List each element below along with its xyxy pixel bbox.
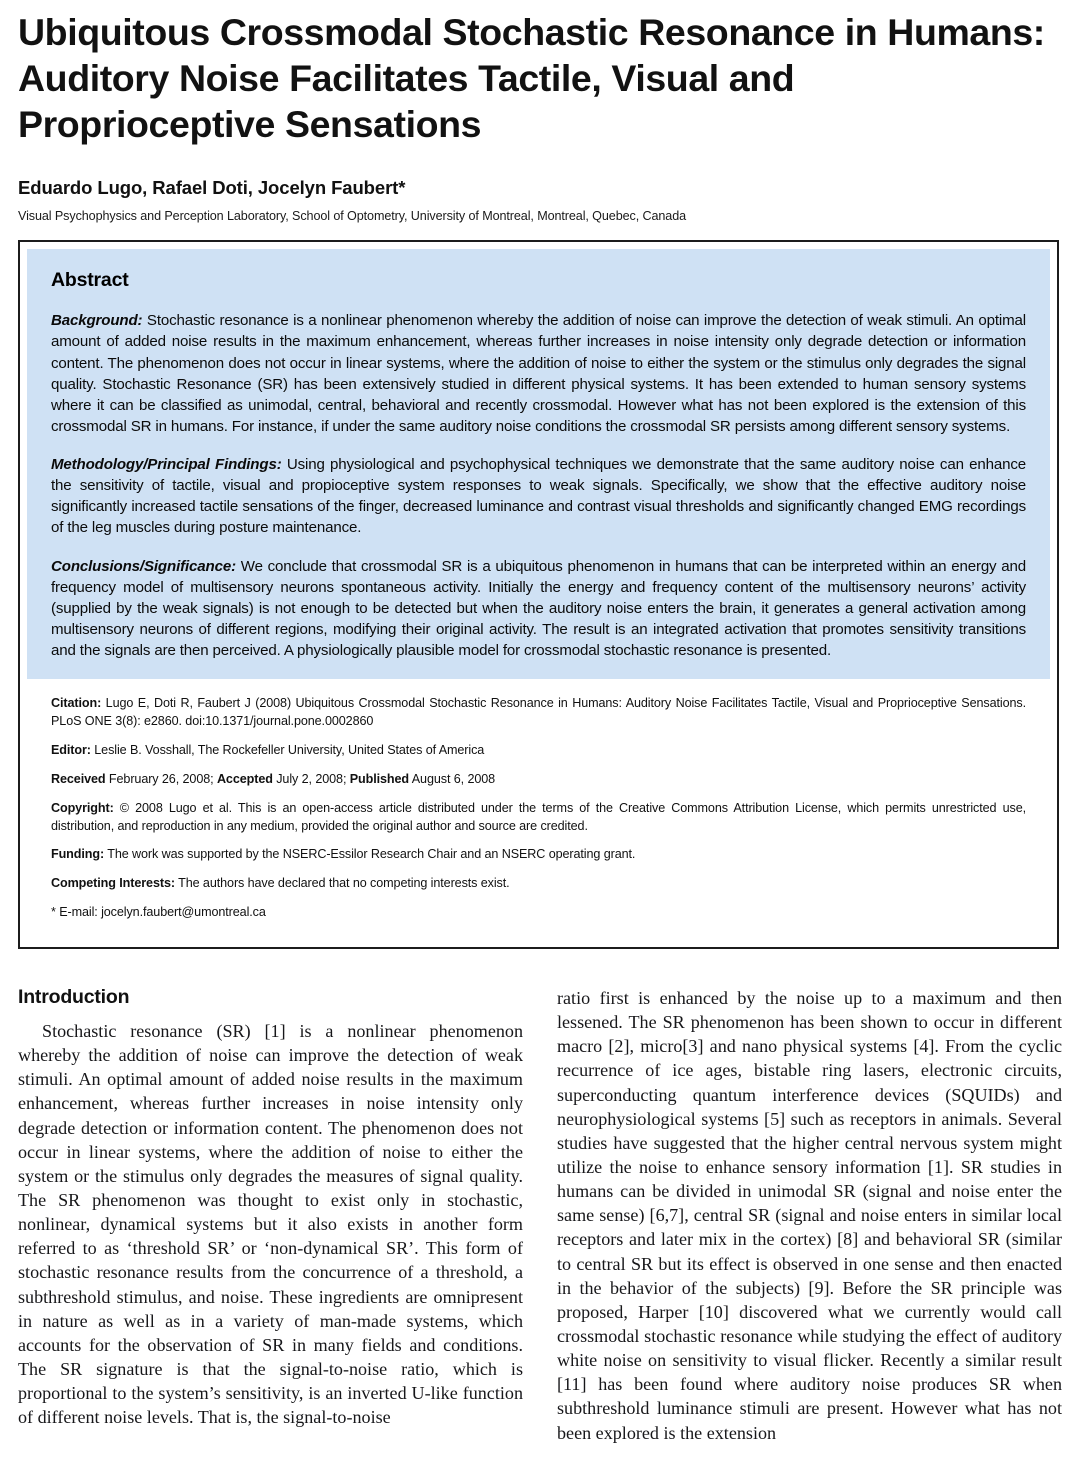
affiliation-text: Visual Psychophysics and Perception Laboratory, School of Optometry, University of Montreal, Montreal, Quebec, Canada	[18, 209, 687, 224]
received-date: February 26, 2008;	[105, 771, 217, 786]
received-label: Received	[51, 771, 106, 786]
dates-line	[51, 771, 1026, 789]
abstract-box	[18, 240, 1059, 949]
author-list: Eduardo Lugo, Rafael Doti, Jocelyn Faubert*	[18, 177, 406, 199]
funding-line	[51, 846, 1026, 864]
introduction-heading: Introduction	[18, 986, 130, 1008]
funding-label: Funding:	[51, 847, 105, 862]
funding-text: The work was supported by the NSERC-Essilor Research Chair and an NSERC operating grant.	[104, 847, 636, 862]
abstract-paragraph-background	[51, 310, 1026, 437]
published-label: Published	[349, 771, 410, 786]
editor-label: Editor:	[51, 742, 91, 757]
right-column	[557, 986, 1062, 1445]
editor-line	[51, 742, 1026, 760]
introduction-paragraph-left: Stochastic resonance (SR) [1] is a nonlinear phenomenon whereby the addition of noise can improve the detection of weak stimuli. An optimal amount of added noise results in the maximum enhancement, whereas further increases in noise intensity only degrade detection or information content. The phenomenon does not occur in linear systems, where the addition of noise to either the system or the stimulus only degrades the measures of signal quality. The SR phenomenon was thought to exist only in stochastic, nonlinear, dynamical systems but it also exists in another form referred to as ‘threshold SR’ or ‘non-dynamical SR’. This form of stochastic resonance results from the concurrence of a threshold, a subthreshold stimulus, and noise. These ingredients are omnipresent in nature as well as in a variety of man-made systems, which accounts for the observation of SR in many fields and conditions. The SR signature is that the signal-to-noise ratio, which is proportional to the system’s sensitivity, is an inverted U-like function of different noise levels. That is, the signal-to-noise	[18, 1021, 523, 1428]
citation-line	[51, 695, 1026, 731]
abstract-heading: Abstract	[51, 269, 129, 292]
abstract-lead-methodology: Methodology/Principal Findings:	[51, 456, 282, 473]
corresponding-email-line: * E-mail: jocelyn.faubert@umontreal.ca	[51, 905, 266, 920]
abstract-lead-conclusions: Conclusions/Significance:	[51, 557, 236, 575]
abstract-paragraph-conclusions	[51, 556, 1026, 662]
abstract-paragraph-methodology	[51, 454, 1026, 539]
copyright-label: Copyright:	[51, 800, 114, 815]
accepted-date: July 2, 2008;	[272, 771, 350, 786]
copyright-text: © 2008 Lugo et al. This is an open-access article distributed under the terms of the Creative Commons Attribution License, which permits unrestricted use, distribution, and reproduction in any medium, provided the original author and source are credited.	[51, 800, 1026, 833]
competing-interests-line	[51, 875, 1026, 893]
abstract-text-background: Stochastic resonance is a nonlinear phenomenon whereby the addition of noise can improve the detection of weak stimuli. An optimal amount of added noise results in the maximum enhancement, whereas further increases in noise intensity only degrade detection or information content. The phenomenon does not occur in linear systems, where the addition of noise to either the system or the stimulus only degrades the signal quality. Stochastic Resonance (SR) has been extensively studied in different physical systems. It has been extended to human sensory systems where it can be classified as unimodal, central, behavioral and recently crossmodal. However what has not been explored is the extension of this crossmodal SR in humans. For instance, if under the same auditory noise conditions the crossmodal SR persists among different sensory systems.	[51, 312, 1026, 435]
editor-text: Leslie B. Vosshall, The Rockefeller University, United States of America	[90, 742, 485, 757]
page-title: Ubiquitous Crossmodal Stochastic Resonance in Humans: Auditory Noise Facilitates Tactile, Visual and Proprioceptive Sensations	[18, 11, 1045, 145]
citation-label: Citation:	[51, 696, 102, 711]
left-column	[18, 986, 523, 1445]
abstract-lead-background: Background:	[51, 312, 143, 330]
introduction-columns	[18, 986, 1062, 1445]
competing-interests-text: The authors have declared that no competing interests exist.	[174, 876, 510, 891]
competing-interests-label: Competing Interests:	[51, 876, 175, 891]
accepted-label: Accepted	[216, 771, 273, 786]
metadata-area	[27, 679, 1050, 940]
abstract-panel	[27, 249, 1050, 679]
abstract-text-methodology: Using physiological and psychophysical techniques we demonstrate that the same auditory noise can enhance the sensitivity of tactile, visual and propioceptive system responses to weak signals. Specifically, we show that the effective auditory noise significantly increased tactile sensations of the finger, decreased luminance and contrast visual thresholds and significantly changed EMG recordings of the leg muscles during posture maintenance.	[51, 456, 1026, 537]
citation-text: Lugo E, Doti R, Faubert J (2008) Ubiquitous Crossmodal Stochastic Resonance in Humans: Auditory Noise Facilitates Tactile, Visual and Proprioceptive Sensations. PLoS ONE 3(8): e2860. doi:10.1371/journal.pone.0002860	[51, 696, 1026, 728]
published-date: August 6, 2008	[409, 771, 496, 786]
abstract-text-conclusions: We conclude that crossmodal SR is a ubiquitous phenomenon in humans that can be interpreted within an energy and frequency model of multisensory neurons spontaneous activity. Initially the energy and frequency content of the multisensory neurons’ activity (supplied by the weak signals) is not enough to be detected but when the auditory noise enters the brain, it generates a general activation among multisensory neurons of different regions, modifying their original activity. The result is an integrated activation that promotes sensitivity transitions and the signals are then perceived. A physiologically plausible model for crossmodal stochastic resonance is presented.	[51, 557, 1026, 659]
copyright-line	[51, 800, 1026, 836]
introduction-paragraph-right: ratio first is enhanced by the noise up to a maximum and then lessened. The SR phenomenon has been shown to occur in different macro [2], micro[3] and nano physical systems [4]. From the cyclic recurrence of ice ages, bistable ring lasers, electronic circuits, superconducting quantum interference devices (SQUIDs) and neurophysiological systems [5] such as receptors in animals. Several studies have suggested that the higher central nervous system might utilize the noise to enhance sensory information [1]. SR studies in humans can be divided in unimodal SR (signal and noise enter the same sense) [6,7], central SR (signal and noise enters in similar local receptors and later mix in the cortex) [8] and behavioral SR (similar to central SR but its effect is observed in one sense and then enacted in the behavior of the subjects) [9]. Before the SR principle was proposed, Harper [10] discovered what we currently would call crossmodal stochastic resonance while studying the effect of auditory white noise on sensitivity to visual flicker. Recently a similar result [11] has been found where auditory noise produces SR when subthreshold luminance stimuli are present. However what has not been explored is the extension	[557, 988, 1062, 1443]
